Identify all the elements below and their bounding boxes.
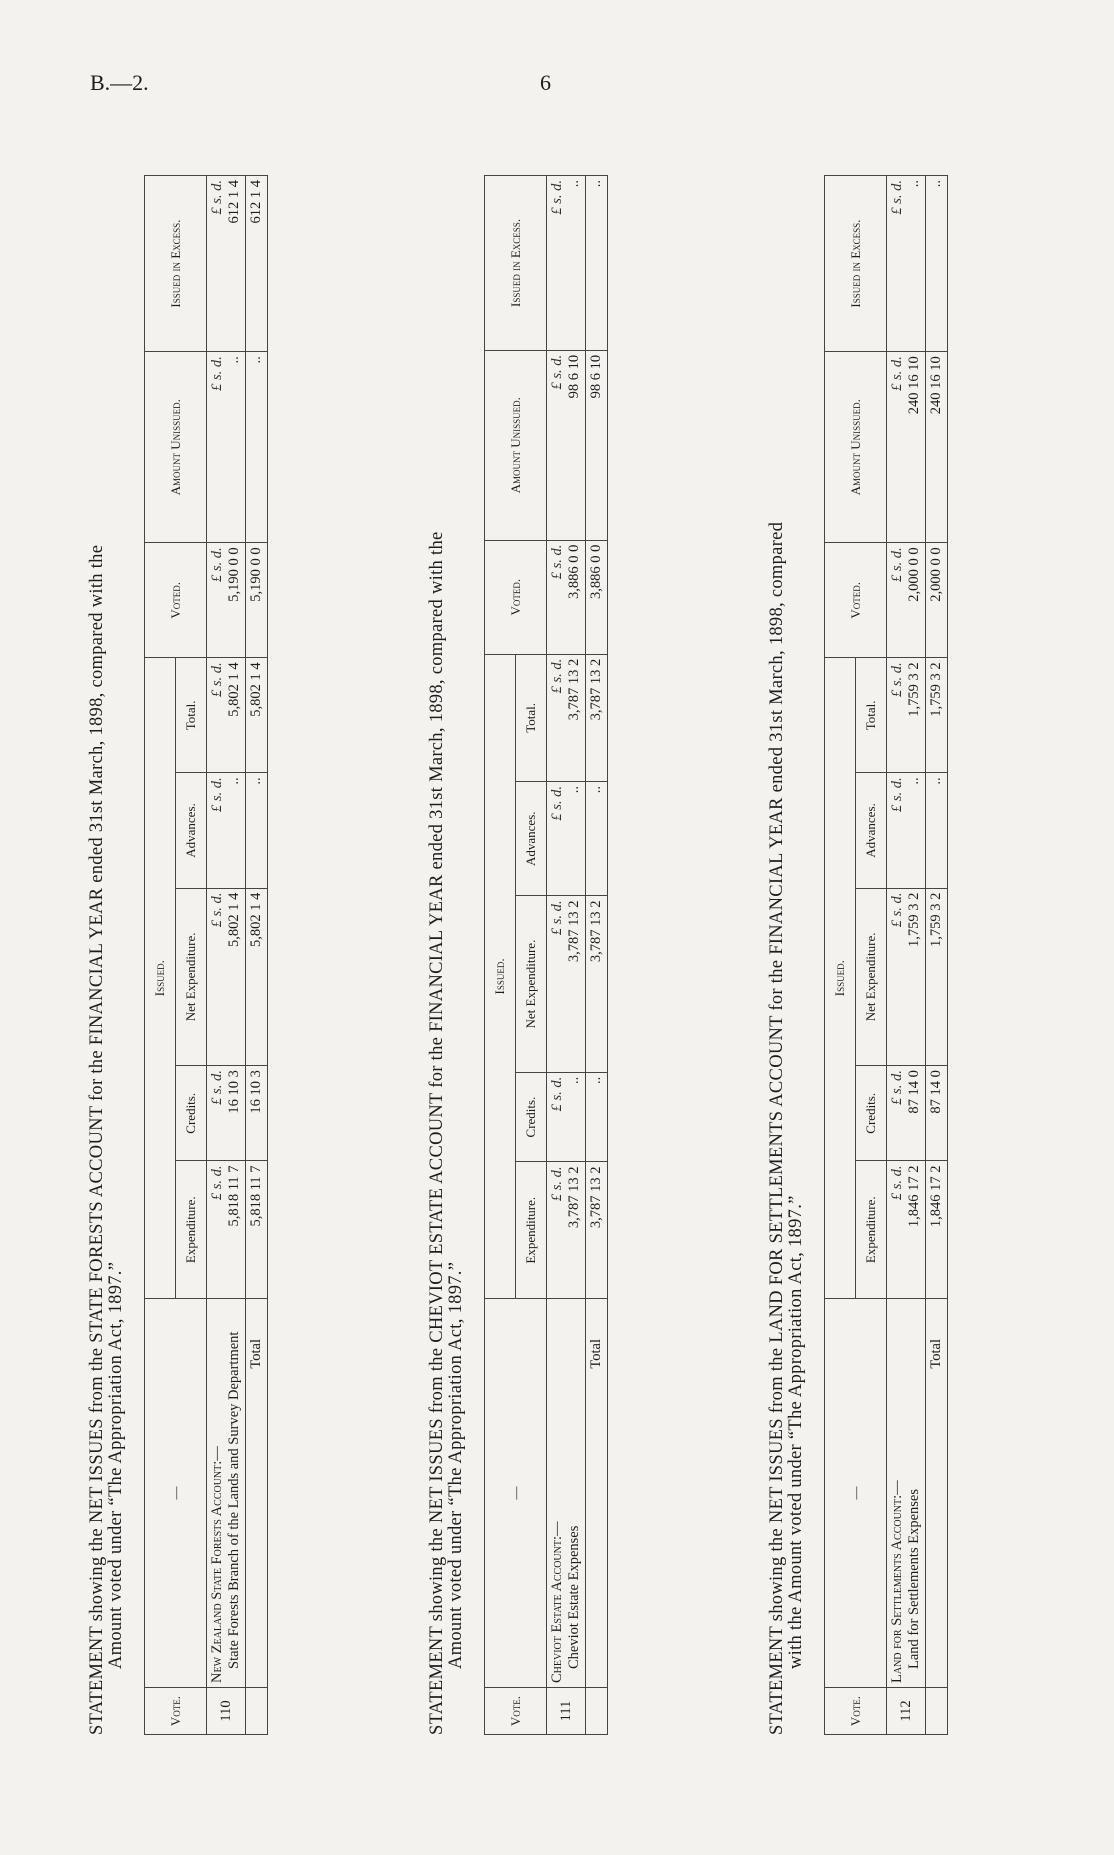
cell-unissued (887, 352, 926, 543)
value: 2,000 0 0 (906, 547, 922, 602)
total-row (586, 176, 608, 1735)
col-issued: Issued. (825, 658, 856, 1299)
value: 5,802 1 4 (226, 662, 242, 717)
statement-state-forests (88, 145, 408, 1765)
value: .. (566, 786, 582, 794)
value: 5,190 0 0 (226, 547, 242, 602)
col-advances: Advances. (176, 773, 207, 888)
value: 1,759 3 2 (906, 662, 922, 717)
col-unissued: Amount Unissued. (145, 352, 207, 543)
col-expenditure: Expenditure. (856, 1161, 887, 1299)
value: 98 6 10 (566, 354, 582, 399)
cell-advances (887, 773, 926, 888)
col-vote: Vote. (145, 1688, 207, 1735)
col-net-expenditure: Net Expenditure. (176, 888, 207, 1066)
page-number: 6 (540, 70, 551, 95)
value: .. (566, 180, 582, 188)
units-label: £ s. d. (209, 1165, 225, 1201)
total-unissued: 240 16 10 (926, 352, 948, 543)
statement-table (484, 175, 608, 1735)
account-heading: Cheviot Estate Account:— (549, 1521, 565, 1683)
total-credits: 87 14 0 (926, 1066, 948, 1161)
units-label: £ s. d. (889, 662, 905, 697)
account-heading: New Zealand State Forests Account:— (209, 1446, 225, 1683)
statement-title-line: STATEMENT showing the NET ISSUES from the LAND FOR SETTLEMENTS ACCOUNT for the FINANCIAL YEAR ended 31st March, 1898, compared (767, 521, 787, 1735)
units-label: £ s. d. (889, 892, 905, 928)
statement-table (824, 175, 948, 1735)
total-unissued: .. (246, 352, 268, 543)
table-row (207, 176, 246, 1735)
units-label: £ s. d. (549, 900, 565, 936)
col-unissued: Amount Unissued. (825, 352, 887, 543)
col-description: — (485, 1299, 547, 1688)
col-expenditure: Expenditure. (516, 1162, 547, 1299)
col-description: — (145, 1299, 207, 1688)
total-row (246, 176, 268, 1735)
statement-title (428, 175, 466, 1735)
cell-total (207, 658, 246, 773)
vote-number: 112 (887, 1688, 926, 1735)
total-expenditure: 3,787 13 2 (586, 1162, 608, 1299)
col-excess: Issued in Excess. (825, 176, 887, 352)
cell-excess (207, 176, 246, 352)
total-excess: 612 1 4 (246, 176, 268, 352)
value: 3,787 13 2 (566, 658, 582, 721)
units-label: £ s. d. (209, 1070, 225, 1105)
page-reference: B.—2. (90, 70, 149, 95)
item-name: Land for Settlements Expenses (906, 1489, 922, 1669)
statement-title-line: STATEMENT showing the NET ISSUES from the STATE FORESTS ACCOUNT for the FINANCIAL YEAR ended 31st March, 1898, compared with the (87, 544, 107, 1735)
cell-expenditure (207, 1161, 246, 1299)
cell-credits (207, 1066, 246, 1161)
total-label: Total (246, 1299, 268, 1688)
total-expenditure: 5,818 11 7 (246, 1161, 268, 1299)
table-row (547, 176, 586, 1735)
total-total: 1,759 3 2 (926, 658, 948, 773)
total-total: 5,802 1 4 (246, 658, 268, 773)
statement-title (88, 175, 126, 1735)
item-description (207, 1299, 246, 1688)
total-advances: .. (586, 782, 608, 896)
units-label: £ s. d. (889, 180, 905, 215)
cell-unissued (547, 350, 586, 540)
cell-credits (547, 1072, 586, 1162)
col-total: Total. (516, 654, 547, 781)
vote-number: 110 (207, 1688, 246, 1735)
cell-advances (547, 782, 586, 896)
total-voted: 3,886 0 0 (586, 540, 608, 654)
statement-table (144, 175, 268, 1735)
col-excess: Issued in Excess. (485, 176, 547, 351)
value: 1,759 3 2 (906, 892, 922, 947)
col-expenditure: Expenditure. (176, 1161, 207, 1299)
value: 1,846 17 2 (906, 1165, 922, 1228)
vote-number: 111 (547, 1688, 586, 1735)
units-label: £ s. d. (209, 180, 225, 215)
cell-credits (887, 1066, 926, 1161)
value: 87 14 0 (906, 1070, 922, 1114)
cell-voted (207, 543, 246, 658)
total-net-expenditure: 5,802 1 4 (246, 888, 268, 1066)
units-label: £ s. d. (209, 662, 225, 697)
statement-title-line: STATEMENT showing the NET ISSUES from the CHEVIOT ESTATE ACCOUNT for the FINANCIAL YEAR ended 31st March, 1898, compared with the (427, 531, 447, 1735)
statement-title-cont: Amount voted under “The Appropriation Act, 1897.” (446, 1261, 466, 1669)
col-net-expenditure: Net Expenditure. (856, 888, 887, 1066)
item-name: Cheviot Estate Expenses (566, 1525, 582, 1669)
units-label: £ s. d. (549, 658, 565, 694)
cell-total (887, 658, 926, 773)
item-description (887, 1299, 926, 1688)
col-voted: Voted. (825, 543, 887, 658)
total-unissued: 98 6 10 (586, 350, 608, 540)
value: .. (566, 1076, 582, 1084)
cell-excess (887, 176, 926, 352)
col-advances: Advances. (516, 782, 547, 896)
cell-expenditure (547, 1162, 586, 1299)
value: .. (906, 777, 922, 785)
cell-voted (547, 540, 586, 654)
units-label: £ s. d. (209, 892, 225, 928)
statement-land-for-settlements (768, 145, 1088, 1765)
value: .. (226, 356, 242, 364)
total-row (926, 176, 948, 1735)
total-credits: 16 10 3 (246, 1066, 268, 1161)
table-row (887, 176, 926, 1735)
col-total: Total. (176, 658, 207, 773)
units-label: £ s. d. (209, 356, 225, 391)
vote-blank (926, 1688, 948, 1735)
total-voted: 5,190 0 0 (246, 543, 268, 658)
total-label: Total (926, 1299, 948, 1688)
total-voted: 2,000 0 0 (926, 543, 948, 658)
col-voted: Voted. (145, 543, 207, 658)
cell-net-expenditure (887, 888, 926, 1066)
value: 5,802 1 4 (226, 892, 242, 947)
col-net-expenditure: Net Expenditure. (516, 896, 547, 1072)
col-description: — (825, 1299, 887, 1688)
col-excess: Issued in Excess. (145, 176, 207, 352)
units-label: £ s. d. (549, 544, 565, 580)
statement-title (768, 175, 806, 1735)
cell-unissued (207, 352, 246, 543)
units-label: £ s. d. (549, 1166, 565, 1202)
cell-net-expenditure (547, 896, 586, 1072)
col-issued: Issued. (485, 654, 516, 1298)
units-label: £ s. d. (549, 354, 565, 390)
statement-cheviot-estate (428, 145, 748, 1765)
value: 612 1 4 (226, 180, 242, 224)
units-label: £ s. d. (209, 777, 225, 812)
col-credits: Credits. (516, 1072, 547, 1162)
units-label: £ s. d. (889, 777, 905, 812)
total-advances: .. (926, 773, 948, 888)
units-label: £ s. d. (549, 1076, 565, 1112)
col-credits: Credits. (176, 1066, 207, 1161)
col-vote: Vote. (825, 1688, 887, 1735)
total-excess: .. (926, 176, 948, 352)
value: 5,818 11 7 (226, 1165, 242, 1227)
value: 240 16 10 (906, 356, 922, 415)
total-expenditure: 1,846 17 2 (926, 1161, 948, 1299)
statement-title-cont: with the Amount voted under “The Appropriation Act, 1897.” (786, 1195, 806, 1669)
units-label: £ s. d. (889, 1165, 905, 1201)
statement-title-cont: Amount voted under “The Appropriation Act, 1897.” (106, 1261, 126, 1669)
cell-voted (887, 543, 926, 658)
cell-net-expenditure (207, 888, 246, 1066)
value: .. (226, 777, 242, 785)
total-net-expenditure: 1,759 3 2 (926, 888, 948, 1066)
total-advances: .. (246, 773, 268, 888)
cell-excess (547, 176, 586, 351)
units-label: £ s. d. (889, 1070, 905, 1105)
total-credits: .. (586, 1072, 608, 1162)
col-total: Total. (856, 658, 887, 773)
cell-total (547, 654, 586, 781)
item-description (547, 1299, 586, 1688)
cell-advances (207, 773, 246, 888)
total-label: Total (586, 1299, 608, 1688)
cell-expenditure (887, 1161, 926, 1299)
units-label: £ s. d. (549, 180, 565, 215)
units-label: £ s. d. (549, 786, 565, 821)
col-issued: Issued. (145, 658, 176, 1299)
item-name: State Forests Branch of the Lands and Survey Department (226, 1331, 242, 1669)
units-label: £ s. d. (889, 547, 905, 582)
value: .. (906, 180, 922, 188)
value: 3,787 13 2 (566, 1166, 582, 1229)
value: 16 10 3 (226, 1070, 242, 1114)
value: 3,787 13 2 (566, 900, 582, 963)
col-vote: Vote. (485, 1688, 547, 1735)
total-net-expenditure: 3,787 13 2 (586, 896, 608, 1072)
units-label: £ s. d. (889, 356, 905, 391)
total-excess: .. (586, 176, 608, 351)
vote-blank (246, 1688, 268, 1735)
total-total: 3,787 13 2 (586, 654, 608, 781)
col-advances: Advances. (856, 773, 887, 888)
units-label: £ s. d. (209, 547, 225, 582)
value: 3,886 0 0 (566, 544, 582, 599)
col-unissued: Amount Unissued. (485, 350, 547, 540)
col-credits: Credits. (856, 1066, 887, 1161)
col-voted: Voted. (485, 540, 547, 654)
account-heading: Land for Settlements Account:— (889, 1480, 905, 1683)
vote-blank (586, 1688, 608, 1735)
